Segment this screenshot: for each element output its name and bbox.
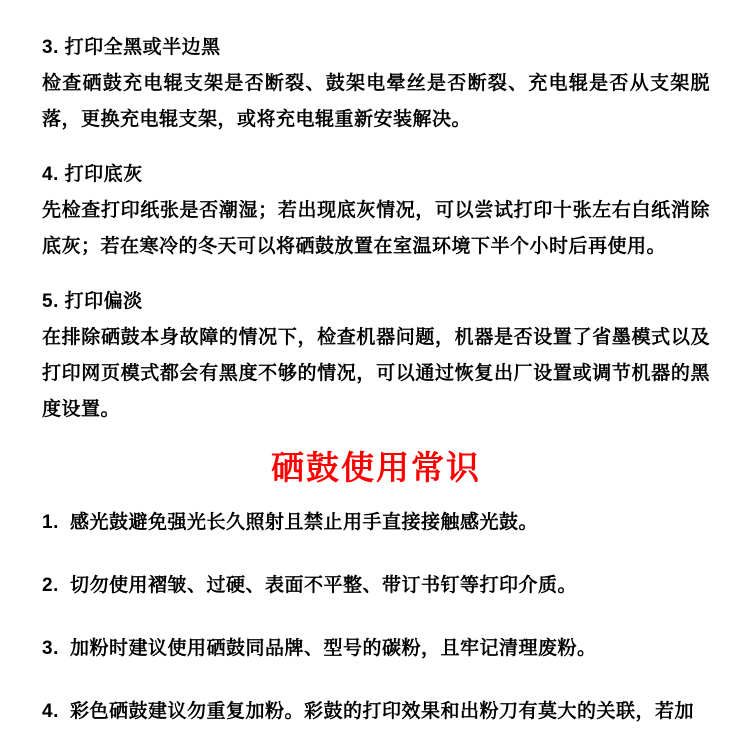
tip-item [42, 694, 710, 730]
tip-item [42, 631, 710, 667]
tip-number: 3. [42, 638, 59, 659]
section-print-gray-background [42, 157, 710, 265]
tip-item [42, 568, 710, 604]
tip-number: 2. [42, 575, 59, 596]
section-paragraph: 检查硒鼓充电辊支架是否断裂、鼓架电晕丝是否断裂、充电辊是否从支架脱落，更换充电辊支架，或将充电辊重新安装解决。 [42, 73, 710, 130]
section-heading: 5. 打印偏淡 [42, 291, 143, 312]
section-paragraph: 先检查打印纸张是否潮湿；若出现底灰情况，可以尝试打印十张左右白纸消除底灰；若在寒冷的冬天可以将硒鼓放置在室温环境下半个小时后再使用。 [42, 200, 710, 257]
tip-text: 感光鼓避免强光长久照射且禁止用手直接接触感光鼓。 [70, 512, 539, 533]
tip-text: 切勿使用褶皱、过硬、表面不平整、带订书钉等打印介质。 [70, 575, 578, 596]
section-heading: 3. 打印全黑或半边黑 [42, 37, 221, 58]
tip-text: 彩色硒鼓建议勿重复加粉。彩鼓的打印效果和出粉刀有莫大的关联，若加 [70, 701, 695, 722]
section-paragraph: 在排除硒鼓本身故障的情况下，检查机器问题，机器是否设置了省墨模式以及打印网页模式都会有黑度不够的情况，可以通过恢复出厂设置或调节机器的黑度设置。 [42, 327, 710, 420]
page-title: 硒鼓使用常识 [271, 449, 481, 486]
tip-number: 1. [42, 512, 59, 533]
tip-number: 4. [42, 701, 59, 722]
tip-text: 加粉时建议使用硒鼓同品牌、型号的碳粉，且牢记清理废粉。 [70, 638, 597, 659]
section-print-all-black [42, 30, 710, 138]
section-heading: 4. 打印底灰 [42, 164, 143, 185]
tip-item [42, 505, 710, 541]
tips-list [42, 505, 710, 730]
section-print-too-light [42, 284, 710, 428]
